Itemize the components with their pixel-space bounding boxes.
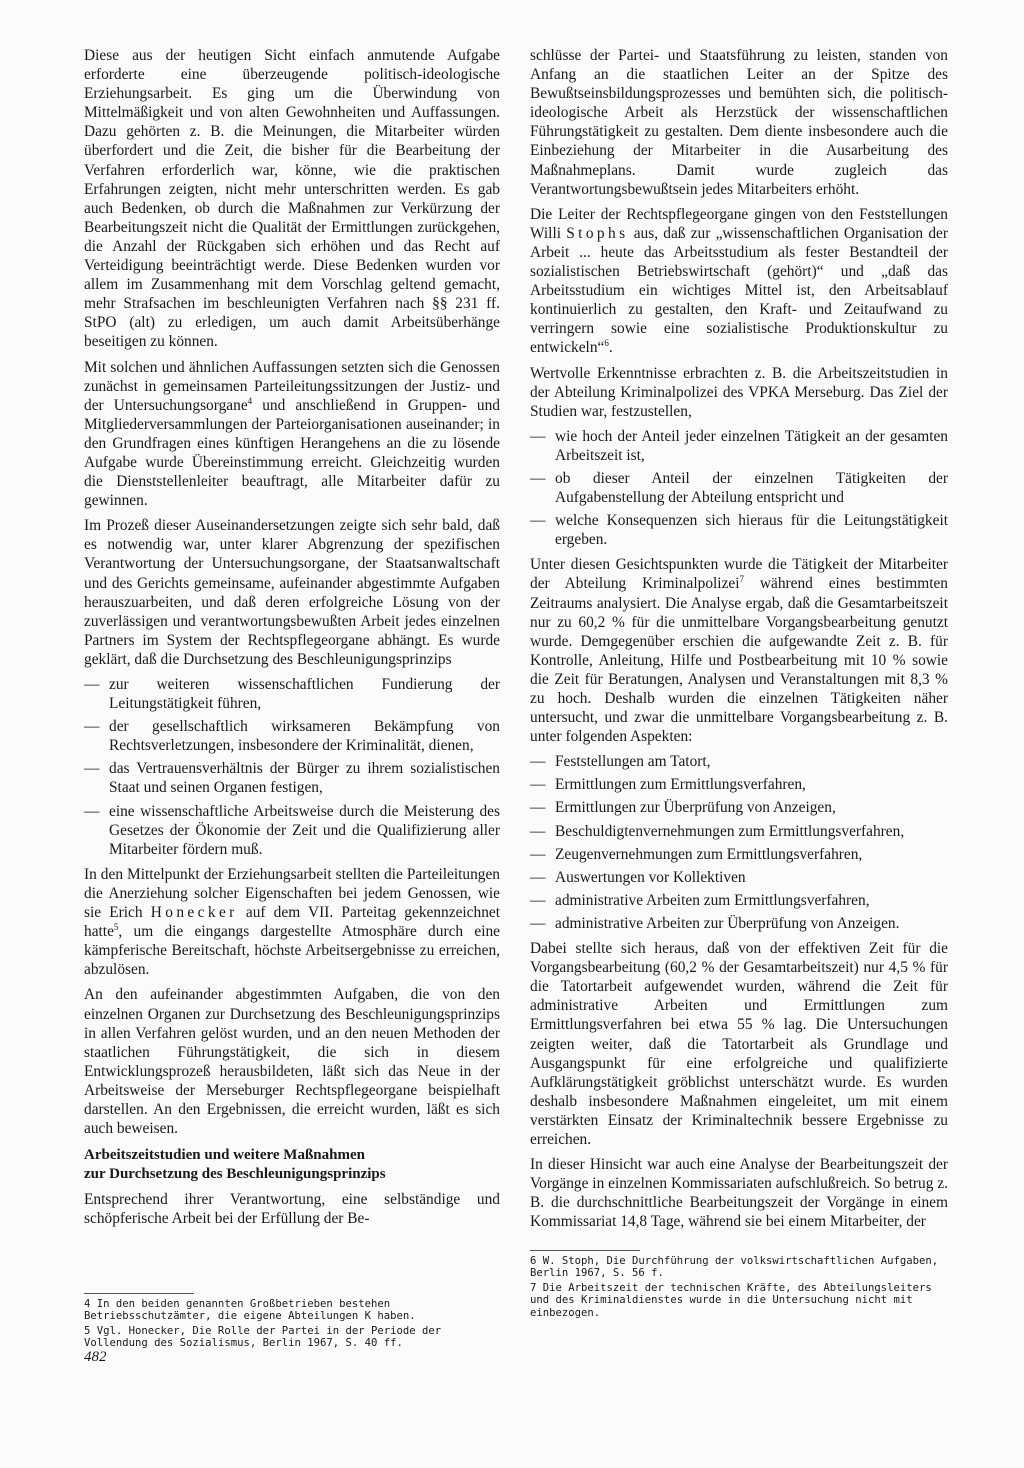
text-run: Unter diesen Gesichtspunkten wurde die Tätigkeit der Mitarbeiter der Abteilung Kriminalpolizei: [530, 556, 948, 593]
text-run: .: [608, 339, 613, 357]
list-item: — Ermittlungen zum Ermittlungsverfahren,: [530, 775, 948, 794]
footnotes-left: [84, 1287, 500, 1352]
footnote-rule: [84, 1293, 194, 1294]
paragraph: In dieser Hinsicht war auch eine Analyse der Bearbeitungszeit der Vorgänge in einzelnen Kommissariaten aufschlußreich. So betrug z. B. die durchschnittliche Bearbeitungszeit der Vorgänge in einem Kommissariat 14,8 Tage, während sie bei einem Mitarbeiter, der: [530, 1156, 948, 1231]
text-run: In den Mittelpunkt der Erziehungsarbeit stellten die Parteileitungen die Anerziehung solcher Eigenschaften bei jedem Genossen, wie sie Erich: [84, 865, 500, 922]
paragraph: An den aufeinander abgestimmten Aufgaben, die von den einzelnen Organen zur Durchsetzung des Beschleunigungsprinzips in allen Verfahren gelöst wurden, und an den neuen Methoden der staatlichen Führungstätigkeit, die sich in diesem Entwicklungsprozeß herausbildeten, läßt sich das Neue in der Arbeitsweise der Merseburger Rechtspflegeorgane beispielhaft darstellen. An den Ergebnissen, die erreicht wurden, läßt es sich auch beweisen.: [84, 986, 500, 1138]
paragraph: [84, 358, 500, 511]
spaced-name: Honecker: [150, 904, 238, 922]
dash-list: [530, 752, 948, 933]
text-run: aus, daß zur „wissenschaftlichen Organisation der Arbeit ... heute das Arbeitsstudium als fester Bestandteil der sozialistischen Betriebswirtschaft (gehört)“ und „daß das Arbeitsstudium ein wichtiges Mittel ist, den Arbeitsablauf kontinuierlich zu gestalten, den Kraft- und Zeitaufwand zu verringern sowie eine sozialistische Produktionskultur zu entwickeln“: [530, 224, 948, 357]
list-item: — Zeugenvernehmungen zum Ermittlungsverfahren,: [530, 845, 948, 864]
paragraph: [530, 555, 948, 746]
text-run: auf dem VII. Parteitag gekennzeichnet hatte: [84, 904, 501, 941]
right-column: [530, 46, 948, 1237]
text-run: während eines bestimmten Zeitraums analysiert. Die Analyse ergab, daß die Gesamtarbeitszeit nur zu 60,2 % für die unmittelbare Vorgangsbearbeitung genutzt wurde. Demgegenüber erschien die aufgewandte Zeit z. B. für Kontrolle, Anleitung, Hilfe und Postbearbeitung mit 10 % sowie die Zeit für Beratungen, Analysen und Veranstaltungen mit 8,3 % zu hoch. Deshalb wurden die einzelnen Tätigkeiten näher untersucht, und zwar die unmittelbare Vorgangsbearbeitung z. B. unter folgenden Aspekten:: [530, 575, 949, 746]
text-run: und anschließend in Gruppen- und Mitgliederversammlungen der Parteiorganisationen auseinander; in den Grundfragen eines künftigen Herangehens an die zu lösende Aufgabe wurde Übereinstimmung erreicht. Gleichzeitig wurden die Dienststellenleiter beauftragt, alle Mitarbeiter dafür zu gewinnen.: [84, 396, 500, 510]
section-heading: [84, 1146, 500, 1184]
text-run: Mit solchen und ähnlichen Auffassungen setzten sich die Genossen zunächst in gemeinsamen Parteileitungssitzungen der Justiz- und der Untersuchungsorgane: [84, 358, 500, 414]
text-run: , um die eingangs dargestellte Atmosphäre durch eine kämpferische Bereitschaft, höchste Arbeitsergebnisse zu erreichen, abzulösen.: [84, 923, 500, 979]
footnote-ref: 5: [113, 922, 119, 932]
paragraph: [84, 865, 500, 980]
list-item: — zur weiteren wissenschaftlichen Fundierung der Leitungstätigkeit führen,: [84, 675, 500, 713]
left-column: [84, 46, 500, 1234]
paragraph: Im Prozeß dieser Auseinandersetzungen zeigte sich sehr bald, daß es notwendig war, unter klarer Abgrenzung der spezifischen Verantwortung der Untersuchungsorgane, der Staatsanwaltschaft und des Gerichts gemeinsame, aufeinander abgestimmte Aufgaben herauszuarbeiten, und daß deren erfolgreiche Lösung von der zuverlässigen und verantwortungsbewußten Arbeit jedes einzelnen Partners im System der Rechtspflegeorgane abhängt. Es wurde geklärt, daß die Durchsetzung des Beschleunigungsprinzips: [84, 517, 500, 668]
list-item: — Beschuldigtenvernehmungen zum Ermittlungsverfahren,: [530, 822, 948, 841]
paragraph: Wertvolle Erkenntnisse erbrachten z. B. die Arbeitszeitstudien in der Abteilung Kriminalpolizei des VPKA Merseburg. Das Ziel der Studien war, festzustellen,: [530, 364, 948, 420]
footnote: 7 Die Arbeitszeit der technischen Kräfte, des Abteilungsleiters und des Kriminaldienstes wurde in die Untersuchung nicht mit einbezogen.: [530, 1281, 932, 1319]
list-item: — administrative Arbeiten zum Ermittlungsverfahren,: [530, 891, 948, 910]
footnote: 4 In den beiden genannten Großbetrieben bestehen Betriebsschutzämter, die eigene Abteilungen K haben.: [84, 1298, 416, 1323]
footnote-ref: 4: [247, 395, 253, 406]
list-item: — welche Konsequenzen sich hieraus für die Leitungstätigkeit ergeben.: [530, 511, 948, 549]
list-item: — Feststellungen am Tatort,: [530, 752, 948, 771]
dash-list: [84, 675, 500, 859]
footnotes-right: [530, 1244, 950, 1321]
paragraph: schlüsse der Partei- und Staatsführung zu leisten, standen von Anfang an die staatlichen Leiter an der Spitze des Bewußtseinsbildungsprozesses und bemühten sich, die politisch-ideologische Arbeit als Herzstück der wissenschaftlichen Führungstätigkeit zu gestalten. Dem diente insbesondere auch die Einbeziehung der Mitarbeiter in die Ausarbeitung des Maßnahmeplans. Damit wurde zugleich das Verantwortungsbewußtsein jedes Mitarbeiters erhöht.: [530, 47, 948, 198]
text-run: Die Leiter der Rechtspflegeorgane gingen von den Feststellungen Willi: [530, 205, 948, 242]
dash-list: [530, 427, 948, 550]
list-item: — administrative Arbeiten zur Überprüfung von Anzeigen.: [530, 914, 948, 933]
paragraph: Diese aus der heutigen Sicht einfach anmutende Aufgabe erforderte eine überzeugende politisch-ideologische Erziehungsarbeit. Es ging um die Überwindung von Mittelmäßigkeit und von alten Gewohnheiten und Auffassungen. Dazu gehörten z. B. die Meinungen, die Mitarbeiter würden überfordert und die Zeit, die bisher für die Bearbeitung der Verfahren erforderlich war, könne, wie die praktischen Erfahrungen zeigten, nicht mehr unterschritten werden. Es gab auch Bedenken, ob durch die Maßnahmen zur Verkürzung der Bearbeitungszeit nicht die Qualität der Ermittlungen zurückgehen, die Anzahl der Rückgaben sich erhöhen und das Recht auf Verteidigung beeinträchtigt werde. Diese Bedenken wurden vor allem im Zusammenhang mit dem Vorschlag geltend gemacht, mehr Strafsachen im beschleunigten Verfahren nach §§ 231 ff. StPO (alt) zu erledigen, um auch damit Arbeitsüberhänge beseitigen zu können.: [84, 47, 500, 351]
paragraph: Entsprechend ihrer Verantwortung, eine selbständige und schöpferische Arbeit bei der Erfüllung der Be-: [84, 1191, 500, 1228]
list-item: — wie hoch der Anteil jeder einzelnen Tätigkeit an der gesamten Arbeitszeit ist,: [530, 427, 948, 465]
footnote: 6 W. Stoph, Die Durchführung der volkswirtschaftlichen Aufgaben, Berlin 1967, S. 56 f.: [530, 1255, 939, 1280]
paragraph: Dabei stellte sich heraus, daß von der effektiven Zeit für die Vorgangsbearbeitung (60,2 % der Gesamtarbeitszeit) nur 4,5 % für die Tatortarbeit aufgewendet wurden, während die Zeit für administrative Arbeiten und Ermittlungen zum Ermittlungsverfahren bei etwa 55 % lag. Die Untersuchungen zeigten weiter, daß die Tatortarbeit als Grundlage und Ausgangspunkt für eine erfolgreiche und qualifizierte Aufklärungstätigkeit gröblichst unterschätzt wurde. Es wurden deshalb insbesondere Maßnahmen eingeleitet, um mit einem verstärkten Einsatz der Kriminaltechnik bessere Ergebnisse zu erreichen.: [530, 940, 948, 1148]
paragraph: [530, 205, 948, 358]
footnote-ref: 6: [604, 338, 609, 349]
list-item: — ob dieser Anteil der einzelnen Tätigkeiten der Aufgabenstellung der Abteilung entspricht und: [530, 469, 948, 507]
list-item: — Auswertungen vor Kollektiven: [530, 868, 948, 887]
list-item: — eine wissenschaftliche Arbeitsweise durch die Meisterung des Gesetzes der Ökonomie der Zeit und die Qualifizierung aller Mitarbeiter fördern muß.: [84, 802, 500, 859]
footnote-rule: [530, 1250, 640, 1251]
footnote-ref: 7: [739, 574, 745, 585]
footnote: 5 Vgl. Honecker, Die Rolle der Partei in der Periode der Vollendung des Sozialismus, Berlin 1967, S. 40 ff.: [84, 1324, 442, 1350]
list-item: — das Vertrauensverhältnis der Bürger zu ihrem sozialistischen Staat und seinen Organen festigen,: [84, 759, 500, 797]
page-number: 482: [84, 1349, 107, 1365]
heading-line: zur Durchsetzung des Beschleunigungsprinzips: [84, 1166, 386, 1183]
spaced-name: Stophs: [566, 224, 629, 242]
heading-line: Arbeitszeitstudien und weitere Maßnahmen: [84, 1147, 365, 1164]
list-item: — der gesellschaftlich wirksameren Bekämpfung von Rechtsverletzungen, insbesondere der Kriminalität, dienen,: [84, 717, 500, 755]
list-item: — Ermittlungen zur Überprüfung von Anzeigen,: [530, 798, 948, 817]
